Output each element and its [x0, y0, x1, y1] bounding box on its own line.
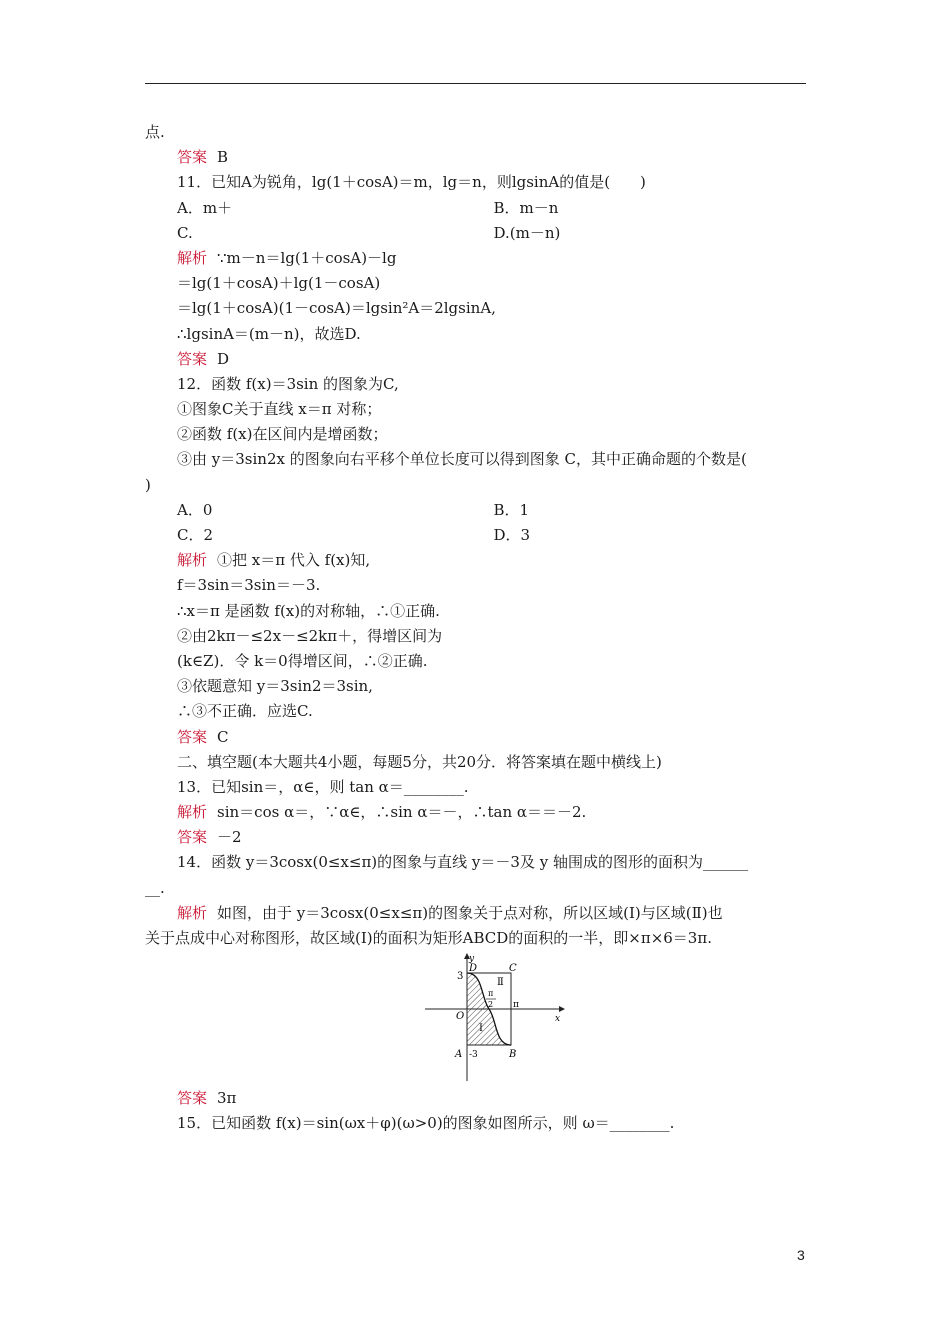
region-2-label: Ⅱ — [497, 977, 504, 989]
text-line: ＝lg(1＋cosA)(1－cosA)＝lgsin²A＝2lgsinA, — [177, 299, 496, 318]
point-c-label: C — [509, 963, 517, 975]
answer-tag: 答案 — [177, 1089, 208, 1108]
text-line: f＝3sin＝3sin＝－3. — [177, 576, 321, 595]
tick-pi-half-num: π — [488, 989, 494, 999]
x-axis-arrow-icon — [559, 1006, 565, 1012]
point-a-label: A — [455, 1049, 463, 1061]
header-rule — [145, 83, 806, 84]
answer-line — [145, 825, 810, 850]
analysis-text: sin＝cos α＝，∵α∈，∴sin α＝－，∴tan α＝＝－2. — [217, 803, 587, 822]
page-number: 3 — [797, 1247, 805, 1263]
tick-3-label: 3 — [457, 971, 464, 983]
text-line: ②函数 f(x)在区间内是增函数； — [177, 425, 388, 444]
answer-line — [145, 347, 810, 372]
text-line: (k∈Z)．令 k＝0得增区间，∴②正确. — [177, 651, 428, 670]
point-d-label: D — [469, 963, 478, 975]
options-row — [145, 523, 810, 548]
text-line: ＝lg(1＋cosA)＋lg(1－cosA) — [177, 274, 381, 293]
answer-tag: 答案 — [177, 349, 208, 368]
answer-line — [145, 145, 810, 170]
text-line: ③依题意知 y＝3sin2＝3sin, — [177, 677, 373, 696]
cosine-area-figure — [145, 951, 810, 1086]
options-row — [145, 221, 810, 246]
text-line: 关于点成中心对称图形，故区域(Ⅰ)的面积为矩形ABCD的面积的一半，即×π×6＝3π. — [145, 929, 712, 947]
question-14: 14．函数 y＝3cosx(0≤x≤π)的图象与直线 y＝－3及 y 轴围成的图形的面积为______ — [177, 853, 748, 872]
point-b-label: B — [509, 1049, 517, 1061]
text-line: ③由 y＝3sin2x 的图象向右平移个单位长度可以得到图象 C，其中正确命题的个数是( — [177, 450, 747, 469]
document-body — [145, 120, 810, 1137]
analysis-text: ∵m－n＝lg(1＋cosA)－lg — [217, 248, 397, 267]
analysis-tag: 解析 — [177, 803, 208, 822]
origin-label: O — [456, 1011, 465, 1023]
answer-value: －2 — [217, 828, 242, 847]
question-12: 12．函数 f(x)＝3sin 的图象为C, — [177, 374, 399, 393]
analysis-line — [145, 800, 810, 825]
option-d: D.(m－n) — [493, 223, 561, 242]
options-row — [145, 498, 810, 523]
question-13: 13．已知sin＝，α∈，则 tan α＝________. — [177, 777, 469, 796]
option-c: C. — [177, 223, 193, 242]
analysis-line — [145, 246, 810, 271]
question-15: 15．已知函数 f(x)＝sin(ωx＋φ)(ω>0)的图象如图所示，则 ω＝________. — [177, 1114, 675, 1133]
answer-value: 3π — [217, 1089, 237, 1108]
region-1-label: Ⅰ — [479, 1023, 483, 1035]
options-row — [145, 196, 810, 221]
answer-value: D — [217, 349, 230, 368]
option-b: B．1 — [493, 500, 530, 519]
answer-value: B — [217, 148, 229, 167]
answer-tag: 答案 — [177, 828, 208, 847]
y-axis-label: y — [469, 954, 475, 965]
analysis-text: 如图，由于 y＝3cosx(0≤x≤π)的图象关于点对称，所以区域(Ⅰ)与区域(Ⅱ)也 — [217, 903, 723, 922]
text-line: __. — [145, 878, 165, 897]
answer-line — [145, 1086, 810, 1111]
text-line: ∴lgsinA＝(m－n)，故选D. — [177, 324, 361, 343]
option-c: C．2 — [177, 526, 214, 544]
analysis-tag: 解析 — [177, 248, 208, 267]
analysis-line — [145, 548, 810, 573]
answer-line — [145, 725, 810, 750]
answer-value: C — [217, 727, 229, 746]
option-d: D．3 — [493, 526, 531, 544]
tick-pi-label: π — [513, 1000, 519, 1011]
option-a: A．m＋ — [177, 198, 233, 217]
x-axis-label: x — [555, 1014, 561, 1025]
figure-svg — [425, 953, 565, 1083]
text-line: 点. — [145, 123, 165, 141]
text-line: ∴③不正确．应选C. — [177, 702, 313, 721]
analysis-line — [145, 901, 810, 926]
text-line: ②由2kπ－≤2x－≤2kπ＋，得增区间为 — [177, 626, 443, 645]
option-b: B．m－n — [493, 198, 559, 217]
answer-tag: 答案 — [177, 727, 208, 746]
analysis-tag: 解析 — [177, 551, 208, 570]
text-line: ∴x＝π 是函数 f(x)的对称轴，∴①正确. — [177, 601, 440, 620]
analysis-text: ①把 x＝π 代入 f(x)知, — [217, 551, 371, 570]
option-a: A．0 — [177, 500, 213, 519]
question-11: 11．已知A为锐角，lg(1＋cosA)＝m，lg＝n，则lgsinA的值是( ) — [177, 173, 646, 192]
tick-pi-half-den: 2 — [488, 1000, 494, 1010]
text-line: ①图象C关于直线 x＝π 对称； — [177, 400, 382, 419]
tick-neg3-label: -3 — [469, 1050, 478, 1061]
text-line: ) — [145, 475, 151, 494]
answer-tag: 答案 — [177, 148, 208, 167]
section-heading: 二、填空题(本大题共4小题，每题5分，共20分．将答案填在题中横线上) — [177, 752, 662, 771]
analysis-tag: 解析 — [177, 903, 208, 922]
